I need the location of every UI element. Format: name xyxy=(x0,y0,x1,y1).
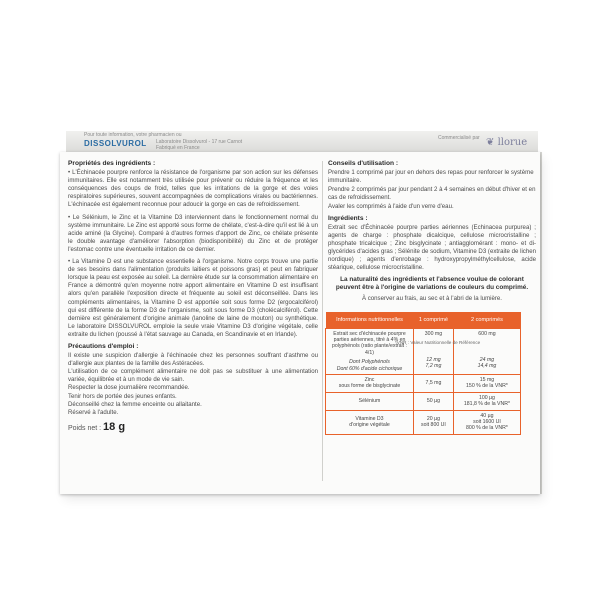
row-label: Sélénium xyxy=(326,392,414,410)
row-value-2: 40 µg soit 1600 UI 800 % de la VNR* xyxy=(453,410,520,434)
row-label: Vitamine D3 d'origine végétale xyxy=(326,410,414,434)
box-back-panel xyxy=(60,152,540,494)
precaution-dose: Respecter la dose journalière recommandée. xyxy=(68,384,190,392)
net-weight-value: 18 g xyxy=(103,420,126,433)
table-header-row xyxy=(326,312,521,328)
row-value-1: 300 mg 12 mg 7,2 mg xyxy=(414,328,454,374)
flap-text: Commercialisé par xyxy=(438,135,480,141)
precaution-allergy: Il existe une suspicion d'allergie à l'échinacée chez les personnes souffrant d'asthme ou d'allergie aux plantes de la famille des Astéracées. xyxy=(68,352,318,368)
echinacea-paragraph: • L'Échinacée pourpre renforce la résistance de l'organisme par son action sur les défenses immunitaires. Elle est notamment très utilisée pour prévenir ou réduire la fréquence et les conséquences des coups de froid, telles que les irritations de la gorge et des voies respiratoires supérieures, souvent accompagnées de complications virales ou bactériennes. L'échinacée est également reconnue pour adoucir la gorge en cas de refroidissement. xyxy=(68,169,318,209)
table-row xyxy=(326,392,521,410)
column-divider xyxy=(322,161,323,481)
table-row xyxy=(326,374,521,392)
row-label: Extrait sec d'échinacée pourpre parties aériennes, titré à 4% en polyphénols (ratio plante/extrait : 4/1) Dont Polyphénols Dont 60% d'acide cichorique xyxy=(326,328,414,374)
precaution-adult: Réservé à l'adulte. xyxy=(68,408,119,416)
precaution-children: Tenir hors de portée des jeunes enfants. xyxy=(68,392,177,400)
row-value-2: 600 mg 24 mg 14,4 mg xyxy=(453,328,520,374)
precaution-pregnancy: Déconseillé chez la femme enceinte ou allaitante. xyxy=(68,400,202,408)
brand-logo: ❦ llorue xyxy=(486,137,528,148)
precaution-diet: L'utilisation de ce complément alimentaire ne doit pas se substituer à une alimentation variée, équilibrée et à un mode de vie sain. xyxy=(68,368,318,384)
ingredients-text: Extrait sec d'Échinacée pourpre parties aériennes (Echinacea purpurea) ; agents de charge : phosphate dicalcique, cellulose microcristalline ; phosphate tricalcique ; Zinc bisglycinate ; antiagglomérant : mono- et di-glycérides d'acides gras ; Sélénite de sodium, Vitamine D3 (extraite de lichen nordique) ; agents d'enrobage : hydroxypropylméthylcellulose, acide stéarique, cellulose microcristalline. xyxy=(328,223,537,272)
properties-title: Propriétés des ingrédients : xyxy=(68,160,156,167)
net-weight xyxy=(68,420,318,433)
usage-line: Prendre 1 comprimé par jour en dehors des repas pour renforcer le système immunitaire. xyxy=(328,169,534,185)
swirl-icon: ❦ xyxy=(486,137,495,148)
ingredients-title: Ingrédients : xyxy=(328,214,368,222)
right-column xyxy=(328,160,536,306)
vitamin-d-paragraph: • La Vitamine D est une substance essentielle à l'organisme. Notre corps trouve une partie de ses besoins dans l'alimentation (produits laitiers et poissons gras) et peut en fabriquer lorsque la peau est exposée au soleil. La dernière étude sur la consommation alimentaire en France a démontré qu'en moyenne notre apport alimentaire en Vitamine D est insuffisant alors qu'en parallèle l'exposition directe et fréquente au soleil est déconseillée. Dans les compléments alimentaires, la Vitamine D est apportée soit sous forme D2 (ergocalciférol) qui est différente de la forme D3 de l'organisme, soit sous forme D3 (cholécalciférol). Cette dernière est généralement d'origine animale (lanoline de laine de mouton) ou synthétique. Le laboratoire DISSOLVUROL emploie la seule vraie Vitamine D3 d'origine végétale, celle extraite du lichen (poussé à l'état sauvage au Canada, en Scandinavie et en Irlande). xyxy=(68,258,318,338)
row-label: Zinc sous forme de bisglycinate xyxy=(326,374,414,392)
flap-text: Fabriqué en France xyxy=(156,145,200,151)
table-header: 1 comprimé xyxy=(414,312,454,328)
usage-title: Conseils d'utilisation : xyxy=(328,160,399,167)
precautions-title: Précautions d'emploi : xyxy=(68,342,139,350)
flap-text: Pour toute information, votre pharmacien ou xyxy=(84,132,182,138)
dissolvurol-logo: DISSOLVUROL xyxy=(84,139,147,148)
nutrition-table xyxy=(325,312,521,435)
row-value-1: 7,5 mg xyxy=(414,374,454,392)
row-value-1: 20 µg soit 800 UI xyxy=(414,410,454,434)
flap-text: Laboratoire Dissolvurol - 17 rue Carnot xyxy=(156,139,243,145)
table-header: 2 comprimés xyxy=(453,312,520,328)
box-top-flap xyxy=(66,131,538,153)
row-value-2: 15 mg 150 % de la VNR* xyxy=(453,374,520,392)
naturalness-note: La naturalité des ingrédients et l'absence voulue de colorant peuvent être à l'origine de variations de couleurs du comprimé. xyxy=(335,276,529,292)
storage-note: À conserver au frais, au sec et à l'abri de la lumière. xyxy=(361,295,503,303)
selenium-zinc-paragraph: • Le Sélénium, le Zinc et la Vitamine D3 interviennent dans le fonctionnement normal du système immunitaire. Le Zinc est apporté sous forme de chélate, c'est-à-dire qu'il est lié à un acide aminé (la Glycine). Comparé à d'autres formes d'apport de Zinc, ce chélate présente le double avantage d'améliorer l'absorption (biodisponibilité) du Zinc et de protéger l'estomac contre une éventuelle irritation de ce dernier. xyxy=(68,213,318,253)
left-column xyxy=(68,160,318,433)
usage-line: Prendre 2 comprimés par jour pendant 2 à 4 semaines en début d'hiver et en cas de refroidissement. xyxy=(328,186,536,202)
table-header: Informations nutritionnelles xyxy=(326,312,414,328)
row-value-1: 50 µg xyxy=(414,392,454,410)
vnr-footnote: *VNR : Valeur Nutritionnelle de Référence xyxy=(395,340,481,345)
usage-line: Avaler les comprimés à l'aide d'un verre d'eau. xyxy=(328,203,454,211)
net-weight-label: Poids net : xyxy=(68,424,102,432)
table-row xyxy=(326,410,521,434)
row-value-2: 100 µg 181,8 % de la VNR* xyxy=(453,392,520,410)
table-row xyxy=(326,328,521,374)
